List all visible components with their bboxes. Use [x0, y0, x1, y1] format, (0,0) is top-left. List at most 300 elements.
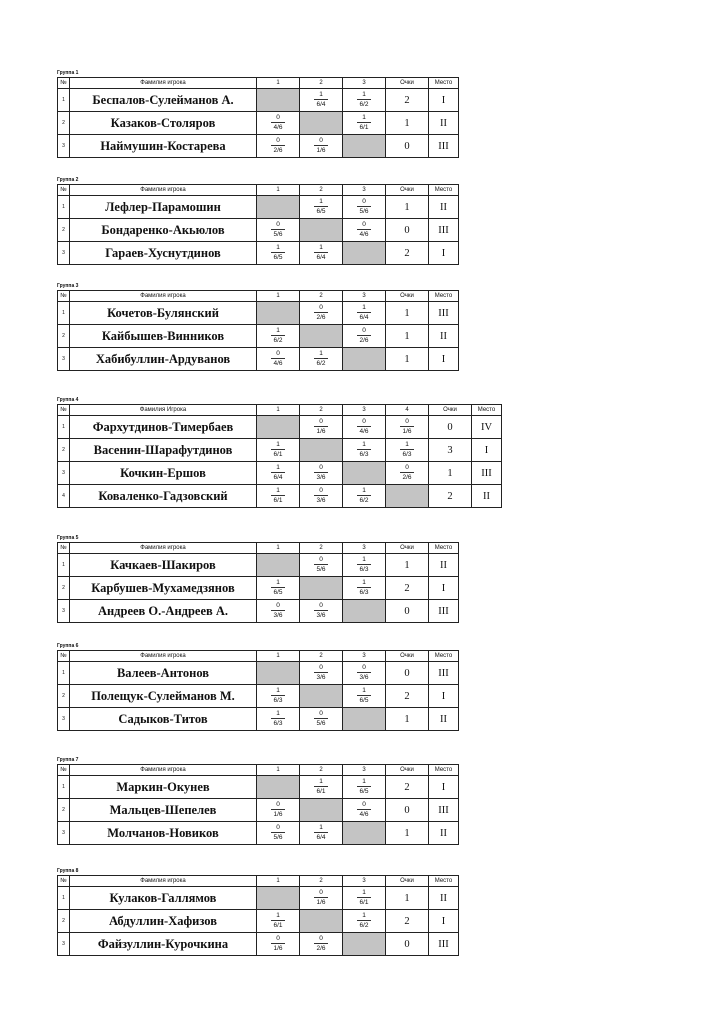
self-cell — [300, 577, 343, 600]
match-result — [343, 662, 386, 685]
header-place: Место — [429, 543, 459, 554]
match-score: 6/5 — [359, 788, 369, 795]
table-row — [58, 910, 459, 933]
header-name: Фамилия игрока — [70, 876, 257, 887]
row-number: 1 — [58, 196, 70, 219]
points-value: 1 — [386, 196, 429, 219]
match-win: 1 — [357, 912, 371, 921]
header-row — [58, 765, 459, 776]
header-place: Место — [429, 185, 459, 196]
points-value: 0 — [429, 416, 472, 439]
place-value: II — [429, 708, 459, 731]
match-win: 0 — [357, 198, 371, 207]
place-value: I — [429, 776, 459, 799]
points-value: 0 — [386, 933, 429, 956]
header-opponent: 1 — [257, 291, 300, 302]
match-result — [343, 577, 386, 600]
match-score: 4/6 — [359, 231, 369, 238]
match-win: 1 — [271, 912, 285, 921]
match-win: 0 — [271, 114, 285, 123]
self-cell — [300, 799, 343, 822]
self-cell — [343, 822, 386, 845]
row-number: 2 — [58, 325, 70, 348]
self-cell — [343, 600, 386, 623]
match-win: 1 — [357, 579, 371, 588]
match-score: 5/6 — [359, 208, 369, 215]
player-name: Мальцев-Шепелев — [70, 799, 257, 822]
match-result — [257, 577, 300, 600]
match-win: 1 — [314, 824, 328, 833]
table-row — [58, 799, 459, 822]
table-row — [58, 933, 459, 956]
match-score: 2/6 — [316, 945, 326, 952]
match-result — [300, 662, 343, 685]
match-win: 0 — [314, 935, 328, 944]
match-score: 3/6 — [359, 674, 369, 681]
group-block — [57, 643, 459, 731]
self-cell — [343, 462, 386, 485]
match-score: 3/6 — [316, 612, 326, 619]
match-result — [300, 708, 343, 731]
place-value: II — [429, 554, 459, 577]
place-value: II — [472, 485, 502, 508]
player-name: Карбушев-Мухамедзянов — [70, 577, 257, 600]
match-win: 0 — [314, 418, 328, 427]
match-result — [257, 135, 300, 158]
match-win: 0 — [271, 350, 285, 359]
match-score: 6/3 — [359, 566, 369, 573]
player-name: Кочкин-Ершов — [70, 462, 257, 485]
self-cell — [257, 776, 300, 799]
place-value: I — [429, 348, 459, 371]
row-number: 2 — [58, 685, 70, 708]
header-name: Фамилия игрока — [70, 765, 257, 776]
place-value: III — [429, 135, 459, 158]
row-number: 3 — [58, 933, 70, 956]
points-value: 0 — [386, 662, 429, 685]
header-num: № — [58, 78, 70, 89]
match-score: 6/5 — [359, 697, 369, 704]
match-score: 3/6 — [316, 474, 326, 481]
header-place: Место — [429, 651, 459, 662]
header-points: Очки — [386, 543, 429, 554]
header-opponent: 1 — [257, 185, 300, 196]
table-row — [58, 135, 459, 158]
group-block — [57, 70, 459, 158]
row-number: 3 — [58, 600, 70, 623]
table-row — [58, 685, 459, 708]
place-value: I — [429, 685, 459, 708]
header-opponent: 2 — [300, 543, 343, 554]
group-label: Группа 3 — [57, 283, 79, 289]
match-score: 2/6 — [402, 474, 412, 481]
player-name: Кайбышев-Винников — [70, 325, 257, 348]
match-win: 0 — [314, 664, 328, 673]
player-name: Наймушин-Костарева — [70, 135, 257, 158]
self-cell — [300, 219, 343, 242]
self-cell — [300, 685, 343, 708]
header-name: Фамилия игрока — [70, 651, 257, 662]
match-result — [386, 416, 429, 439]
group-block — [57, 757, 459, 845]
match-win: 1 — [314, 244, 328, 253]
match-result — [257, 822, 300, 845]
row-number: 2 — [58, 439, 70, 462]
player-name: Казаков-Столяров — [70, 112, 257, 135]
match-score: 6/5 — [316, 208, 326, 215]
match-result — [300, 242, 343, 265]
header-row — [58, 876, 459, 887]
header-num: № — [58, 651, 70, 662]
match-win: 0 — [271, 137, 285, 146]
header-row — [58, 405, 502, 416]
self-cell — [386, 485, 429, 508]
match-win: 1 — [314, 91, 328, 100]
self-cell — [257, 89, 300, 112]
group-label: Группа 1 — [57, 70, 79, 76]
table-row — [58, 112, 459, 135]
header-name: Фамилия игрока — [70, 185, 257, 196]
header-num: № — [58, 765, 70, 776]
match-result — [343, 910, 386, 933]
table-row — [58, 887, 459, 910]
row-number: 2 — [58, 219, 70, 242]
player-name: Бондаренко-Акьюлов — [70, 219, 257, 242]
place-value: III — [472, 462, 502, 485]
header-num: № — [58, 876, 70, 887]
header-row — [58, 543, 459, 554]
match-score: 2/6 — [359, 337, 369, 344]
group-label: Группа 4 — [57, 397, 79, 403]
match-win: 0 — [271, 602, 285, 611]
match-win: 0 — [314, 602, 328, 611]
header-place: Место — [472, 405, 502, 416]
player-name: Файзуллин-Курочкина — [70, 933, 257, 956]
match-win: 1 — [357, 778, 371, 787]
group-table — [57, 184, 459, 265]
row-number: 3 — [58, 708, 70, 731]
match-win: 0 — [357, 801, 371, 810]
match-win: 1 — [271, 687, 285, 696]
group-label: Группа 8 — [57, 868, 79, 874]
match-result — [300, 196, 343, 219]
match-win: 0 — [314, 464, 328, 473]
header-row — [58, 651, 459, 662]
place-value: I — [429, 910, 459, 933]
place-value: III — [429, 662, 459, 685]
match-win: 1 — [357, 487, 371, 496]
match-result — [343, 219, 386, 242]
match-score: 6/3 — [273, 697, 283, 704]
match-win: 0 — [314, 710, 328, 719]
match-score: 6/4 — [316, 834, 326, 841]
match-score: 2/6 — [273, 147, 283, 154]
header-name: Фамилия игрока — [70, 78, 257, 89]
match-score: 5/6 — [273, 834, 283, 841]
match-score: 1/6 — [273, 945, 283, 952]
table-row — [58, 822, 459, 845]
header-opponent: 2 — [300, 185, 343, 196]
table-row — [58, 348, 459, 371]
match-score: 6/2 — [273, 337, 283, 344]
header-opponent: 3 — [343, 543, 386, 554]
group-table — [57, 875, 459, 956]
points-value: 2 — [386, 89, 429, 112]
header-opponent: 3 — [343, 185, 386, 196]
row-number: 1 — [58, 554, 70, 577]
player-name: Кулаков-Галлямов — [70, 887, 257, 910]
row-number: 2 — [58, 112, 70, 135]
match-score: 6/5 — [273, 254, 283, 261]
place-value: I — [472, 439, 502, 462]
points-value: 1 — [386, 348, 429, 371]
match-result — [343, 554, 386, 577]
group-table — [57, 290, 459, 371]
points-value: 2 — [386, 685, 429, 708]
player-name: Васенин-Шарафутдинов — [70, 439, 257, 462]
points-value: 2 — [386, 776, 429, 799]
match-score: 2/6 — [316, 314, 326, 321]
group-block — [57, 177, 459, 265]
table-row — [58, 416, 502, 439]
match-win: 1 — [271, 579, 285, 588]
header-opponent: 2 — [300, 765, 343, 776]
table-row — [58, 708, 459, 731]
header-num: № — [58, 405, 70, 416]
header-opponent: 1 — [257, 765, 300, 776]
match-result — [300, 485, 343, 508]
match-win: 0 — [314, 304, 328, 313]
match-win: 0 — [314, 556, 328, 565]
match-win: 1 — [271, 327, 285, 336]
header-place: Место — [429, 291, 459, 302]
table-row — [58, 439, 502, 462]
self-cell — [300, 112, 343, 135]
match-result — [257, 462, 300, 485]
group-table — [57, 650, 459, 731]
match-score: 5/6 — [316, 720, 326, 727]
player-name: Коваленко-Гадзовский — [70, 485, 257, 508]
player-name: Гараев-Хуснутдинов — [70, 242, 257, 265]
match-result — [300, 135, 343, 158]
match-score: 6/2 — [359, 497, 369, 504]
match-result — [300, 554, 343, 577]
match-score: 6/1 — [316, 788, 326, 795]
table-row — [58, 776, 459, 799]
match-score: 6/2 — [359, 922, 369, 929]
group-table — [57, 542, 459, 623]
match-score: 6/4 — [359, 314, 369, 321]
table-row — [58, 219, 459, 242]
row-number: 2 — [58, 577, 70, 600]
match-win: 0 — [357, 418, 371, 427]
player-name: Кочетов-Булянский — [70, 302, 257, 325]
group-label: Группа 5 — [57, 535, 79, 541]
points-value: 0 — [386, 135, 429, 158]
match-result — [386, 462, 429, 485]
match-score: 1/6 — [273, 811, 283, 818]
match-result — [300, 302, 343, 325]
player-name: Валеев-Антонов — [70, 662, 257, 685]
match-win: 1 — [357, 889, 371, 898]
player-name: Абдуллин-Хафизов — [70, 910, 257, 933]
group-block — [57, 397, 502, 508]
place-value: II — [429, 822, 459, 845]
match-win: 0 — [271, 221, 285, 230]
match-score: 6/3 — [359, 589, 369, 596]
self-cell — [300, 910, 343, 933]
match-score: 4/6 — [359, 811, 369, 818]
player-name: Лефлер-Парамошин — [70, 196, 257, 219]
match-result — [343, 776, 386, 799]
row-number: 1 — [58, 887, 70, 910]
group-label: Группа 6 — [57, 643, 79, 649]
player-name: Фархутдинов-Тимербаев — [70, 416, 257, 439]
header-opponent: 3 — [343, 291, 386, 302]
header-opponent: 2 — [300, 405, 343, 416]
player-name: Хабибуллин-Ардуванов — [70, 348, 257, 371]
self-cell — [343, 708, 386, 731]
points-value: 2 — [386, 242, 429, 265]
header-opponent: 3 — [343, 78, 386, 89]
match-win: 1 — [357, 556, 371, 565]
match-win: 1 — [271, 710, 285, 719]
row-number: 1 — [58, 89, 70, 112]
self-cell — [300, 325, 343, 348]
header-opponent: 1 — [257, 651, 300, 662]
match-score: 6/1 — [273, 497, 283, 504]
group-label: Группа 2 — [57, 177, 79, 183]
match-score: 6/5 — [273, 589, 283, 596]
match-score: 6/1 — [273, 922, 283, 929]
match-result — [257, 325, 300, 348]
match-result — [257, 933, 300, 956]
self-cell — [257, 887, 300, 910]
table-row — [58, 600, 459, 623]
row-number: 1 — [58, 776, 70, 799]
header-opponent: 2 — [300, 291, 343, 302]
match-result — [300, 776, 343, 799]
group-block — [57, 283, 459, 371]
self-cell — [257, 554, 300, 577]
match-win: 1 — [271, 487, 285, 496]
match-result — [300, 600, 343, 623]
row-number: 3 — [58, 242, 70, 265]
match-win: 0 — [271, 935, 285, 944]
place-value: III — [429, 799, 459, 822]
header-opponent: 3 — [343, 651, 386, 662]
self-cell — [300, 439, 343, 462]
match-win: 0 — [271, 824, 285, 833]
header-opponent: 3 — [343, 405, 386, 416]
match-result — [343, 89, 386, 112]
points-value: 1 — [386, 822, 429, 845]
table-row — [58, 196, 459, 219]
header-place: Место — [429, 78, 459, 89]
header-row — [58, 291, 459, 302]
player-name: Андреев О.-Андреев А. — [70, 600, 257, 623]
header-opponent: 1 — [257, 78, 300, 89]
match-win: 0 — [314, 137, 328, 146]
match-score: 4/6 — [359, 428, 369, 435]
points-value: 2 — [386, 910, 429, 933]
group-block — [57, 868, 459, 956]
player-name: Полещук-Сулейманов М. — [70, 685, 257, 708]
row-number: 2 — [58, 910, 70, 933]
match-result — [257, 348, 300, 371]
match-win: 1 — [314, 778, 328, 787]
match-win: 1 — [271, 441, 285, 450]
match-score: 1/6 — [316, 899, 326, 906]
match-result — [300, 416, 343, 439]
header-num: № — [58, 543, 70, 554]
self-cell — [257, 416, 300, 439]
points-value: 2 — [429, 485, 472, 508]
self-cell — [257, 302, 300, 325]
points-value: 0 — [386, 799, 429, 822]
match-score: 6/1 — [359, 899, 369, 906]
match-score: 6/1 — [359, 124, 369, 131]
header-points: Очки — [386, 651, 429, 662]
match-score: 6/3 — [402, 451, 412, 458]
points-value: 0 — [386, 600, 429, 623]
match-win: 0 — [357, 327, 371, 336]
header-opponent: 1 — [257, 543, 300, 554]
match-result — [300, 822, 343, 845]
row-number: 3 — [58, 348, 70, 371]
player-name: Маркин-Окунев — [70, 776, 257, 799]
match-score: 6/2 — [359, 101, 369, 108]
header-points: Очки — [386, 765, 429, 776]
match-win: 1 — [357, 114, 371, 123]
header-points: Очки — [429, 405, 472, 416]
header-place: Место — [429, 876, 459, 887]
match-score: 5/6 — [273, 231, 283, 238]
player-name: Молчанов-Новиков — [70, 822, 257, 845]
header-num: № — [58, 185, 70, 196]
match-result — [343, 112, 386, 135]
points-value: 1 — [386, 112, 429, 135]
match-score: 6/2 — [316, 360, 326, 367]
match-win: 1 — [271, 244, 285, 253]
table-row — [58, 89, 459, 112]
table-row — [58, 662, 459, 685]
place-value: IV — [472, 416, 502, 439]
header-num: № — [58, 291, 70, 302]
header-opponent: 1 — [257, 876, 300, 887]
match-win: 0 — [271, 801, 285, 810]
header-name: Фамилия игрока — [70, 291, 257, 302]
row-number: 2 — [58, 799, 70, 822]
place-value: III — [429, 219, 459, 242]
self-cell — [343, 348, 386, 371]
match-result — [257, 242, 300, 265]
row-number: 1 — [58, 416, 70, 439]
match-result — [257, 219, 300, 242]
header-place: Место — [429, 765, 459, 776]
place-value: I — [429, 89, 459, 112]
group-table — [57, 404, 502, 508]
match-score: 6/4 — [273, 474, 283, 481]
row-number: 1 — [58, 302, 70, 325]
self-cell — [343, 933, 386, 956]
match-score: 4/6 — [273, 360, 283, 367]
match-score: 3/6 — [316, 674, 326, 681]
match-result — [300, 887, 343, 910]
match-result — [257, 799, 300, 822]
header-opponent: 4 — [386, 405, 429, 416]
group-table — [57, 77, 459, 158]
